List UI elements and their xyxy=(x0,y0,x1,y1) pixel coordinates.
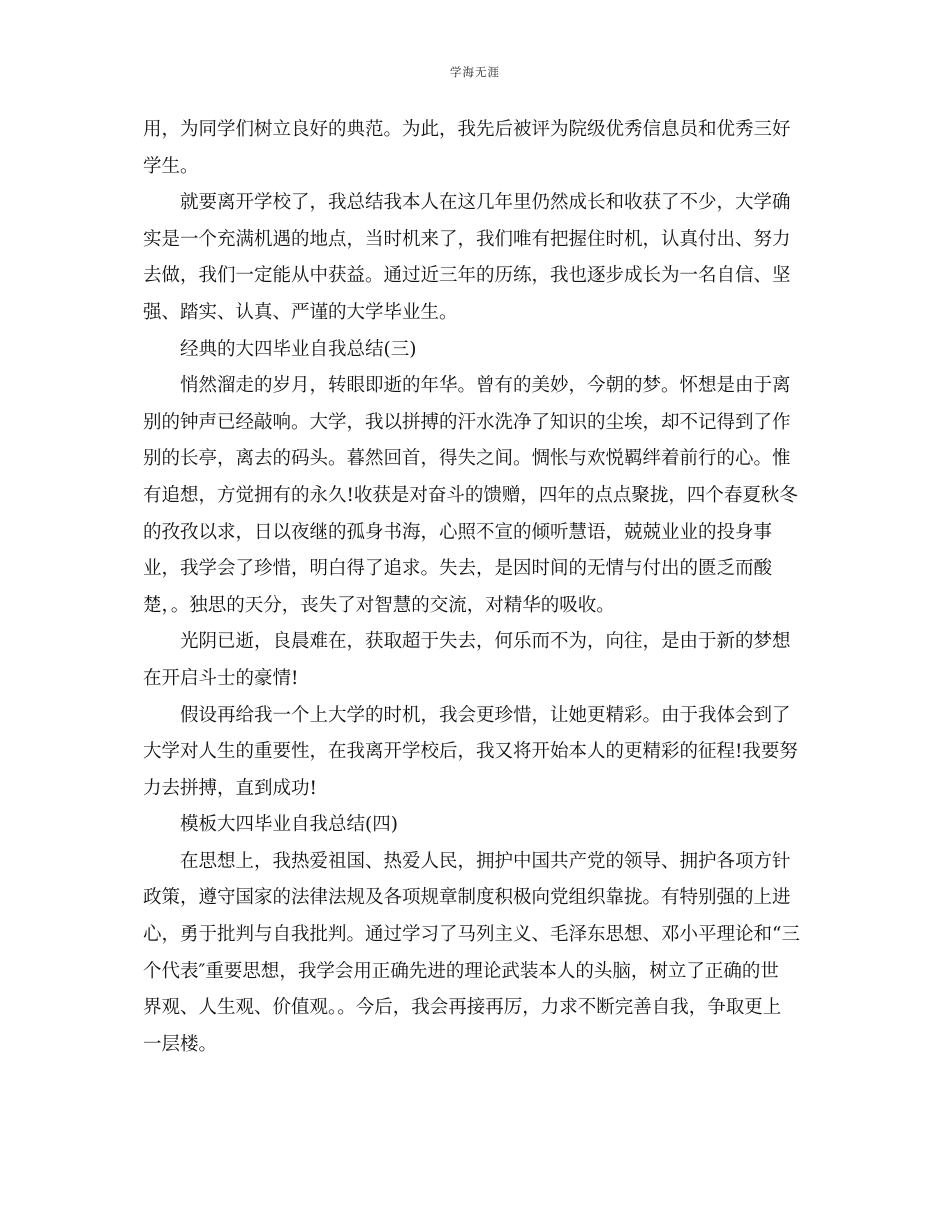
text-line: 悄然溜走的岁月，转眼即逝的年华。曾有的美妙，今朝的梦。怀想是由于离 xyxy=(180,375,791,397)
text-line: 假设再给我一个上大学的时机，我会更珍惜，让她更精彩。由于我体会到了 xyxy=(180,704,791,726)
text-line: 就要离开学校了，我总结我本人在这几年里仍然成长和收获了不少，大学确 xyxy=(180,192,791,214)
text-line: 强、踏实、认真、严谨的大学毕业生。 xyxy=(143,301,458,323)
text-line: 大学对人生的重要性，在我离开学校后，我又将开始本人的更精彩的征程!我要努 xyxy=(143,741,798,763)
text-line: 去做，我们一定能从中获益。通过近三年的历练，我也逐步成长为一名自信、坚 xyxy=(143,265,791,287)
text-line: 楚，。独思的天分，丧失了对智慧的交流，对精华的吸收。 xyxy=(143,594,615,616)
text-line: 实是一个充满机遇的地点，当时机来了，我们唯有把握住时机，认真付出、努力 xyxy=(143,228,791,250)
text-line: 有追想，方觉拥有的永久!收获是对奋斗的馈赠，四年的点点聚拢，四个春夏秋冬 xyxy=(143,484,798,506)
text-line: 经典的大四毕业自我总结(三) xyxy=(180,338,417,360)
text-line: 的孜孜以求，日以夜继的孤身书海，心照不宣的倾听慧语，兢兢业业的投身事 xyxy=(143,521,773,543)
text-line: 学生。 xyxy=(143,155,199,177)
text-line: 心，勇于批判与自我批判。通过学习了马列主义、毛泽东思想、邓小平理论和“三 xyxy=(143,924,800,946)
text-line: 界观、人生观、价值观。。今后，我会再接再厉，力求不断完善自我，争取更上 xyxy=(143,997,782,1019)
text-line: 业，我学会了珍惜，明白得了追求。失去，是因时间的无情与付出的匮乏而酸 xyxy=(143,558,773,580)
text-line: 力去拼搏，直到成功! xyxy=(143,777,317,799)
text-line: 别的钟声已经敲响。大学，我以拼搏的汗水洗净了知识的尘埃，却不记得到了作 xyxy=(143,411,791,433)
text-line: 个代表″重要思想，我学会用正确先进的理论武装本人的头脑，树立了正确的世 xyxy=(143,960,779,982)
text-line: 一层楼。 xyxy=(143,1033,218,1055)
text-line: 模板大四毕业自我总结(四) xyxy=(180,814,398,836)
text-line: 光阴已逝，良晨难在，获取超于失去，何乐而不为，向往，是由于新的梦想 xyxy=(180,631,791,653)
text-line: 在思想上，我热爱祖国、热爱人民，拥护中国共产党的领导、拥护各项方针 xyxy=(180,850,791,872)
text-line: 别的长亭，离去的码头。暮然回首，得失之间。惆怅与欢悦羁绊着前行的心。惟 xyxy=(143,448,791,470)
text-line: 在开启斗士的豪情! xyxy=(143,667,299,689)
document-body xyxy=(143,112,807,1063)
page-header: 学海无涯 xyxy=(450,65,500,79)
text-line: 政策，遵守国家的法律法规及各项规章制度积极向党组织靠拢。有特别强的上进 xyxy=(143,887,791,909)
text-line: 用，为同学们树立良好的典范。为此，我先后被评为院级优秀信息员和优秀三好 xyxy=(143,119,791,140)
